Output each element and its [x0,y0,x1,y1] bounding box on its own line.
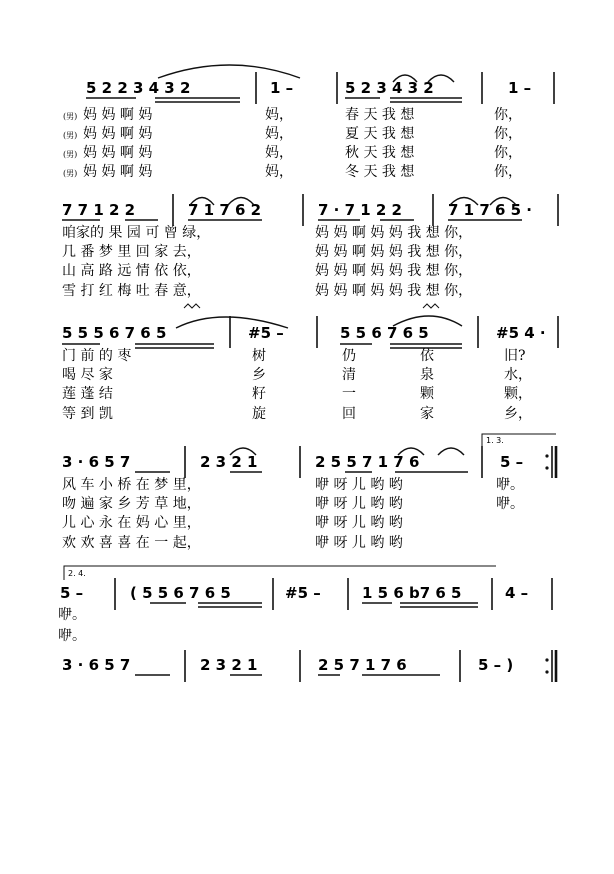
volta-label-2: 2. 4. [68,569,86,578]
repeat-dots-1 [545,454,548,469]
lyric-text: 妈， [265,164,293,180]
lyric-text: 莲 蓬 结 [62,386,113,402]
lyrics-4 [62,476,524,551]
lyric-text: 咿。 [58,628,86,644]
volta-2 [64,566,496,580]
lyric-text: 颗， [504,386,532,402]
lyric-text: 回 [342,406,356,422]
notes-2-4: 7 1 7 6 5 · [448,201,532,219]
lyric-tag: (男) [63,150,78,159]
notes-4-3: 2 5 5 7 1 7 6 [315,453,420,471]
lyrics-1 [63,106,522,180]
lyric-text: 旧? [504,348,526,364]
notes-1-3: 5 2 3 4 3 2 [345,79,434,97]
lyric-text: 清 [342,367,356,383]
lyric-text: 家 [420,406,434,422]
lyric-text: 风 车 小 桥 在 梦 里， [62,477,201,493]
lyric-tag: (男) [63,112,78,121]
lyric-text: 泉 [420,367,434,383]
lyric-text: 门 前 的 枣 [62,348,132,364]
lyric-text: 你， [494,126,522,142]
lyric-text: 喝 尽 家 [62,367,113,383]
notes-6-1: 3 · 6 5 7 [62,656,131,674]
lyric-text: 妈 妈 啊 妈 [83,145,153,161]
notes-3-4: #5 4 · [496,324,546,342]
notes-5-4: 1 5 6 b7 6 5 [362,584,462,602]
volta-label-1: 1. 3. [486,436,504,445]
notes-5-5: 4 – [505,584,529,602]
system-5 [58,566,552,644]
system-1 [63,65,554,180]
lyric-text: 咿。 [58,607,86,623]
lyric-text: 颗 [420,386,434,402]
lyric-text: 妈 妈 啊 妈 [83,107,153,123]
notes-5-2: ( 5 5 6 7 6 5 [130,584,231,602]
lyric-text: 欢 欢 喜 喜 在 一 起， [62,535,201,551]
lyric-text: 乡 [252,367,266,383]
lyric-text: 冬 天 我 想 [345,164,415,180]
lyric-text: 几 番 梦 里 回 家 去， [62,244,201,260]
lyric-tag: (男) [63,169,78,178]
lyric-text: 咿。 [496,496,524,512]
lyric-text: 籽 [252,386,266,402]
system-2 [62,194,558,299]
system-4 [62,434,556,551]
system-6 [62,650,556,682]
lyric-text: 你， [494,145,522,161]
notes-2-1: 7 7 1 2 2 [62,201,136,219]
lyric-text: 依 [420,348,434,364]
lyric-text: 咱家的 果 园 可 曾 绿， [62,225,211,241]
lyrics-5 [58,607,86,644]
notes-2-3: 7 · 7 1 2 2 [318,201,402,219]
lyric-text: 咿 呀 儿 哟 哟 [315,496,403,512]
lyric-text: 春 天 我 想 [345,107,415,123]
lyric-text: 山 高 路 远 情 依 依， [62,263,201,279]
lyric-text: 秋 天 我 想 [345,145,415,161]
notes-5-1: 5 – [60,584,84,602]
notes-5-3: #5 – [285,584,321,602]
lyric-text: 咿。 [496,477,524,493]
lyric-text: 妈 妈 啊 妈 妈 我 想 你， [315,283,473,299]
lyric-text: 你， [494,164,522,180]
lyric-text: 咿 呀 儿 哟 哟 [315,515,403,531]
lyric-text: 妈 妈 啊 妈 妈 我 想 你， [315,225,473,241]
lyric-text: 妈 妈 啊 妈 妈 我 想 你， [315,263,473,279]
lyric-text: 吻 遍 家 乡 芳 草 地， [62,496,201,512]
notes-6-4: 5 – ) [478,656,514,674]
lyric-text: 妈， [265,107,293,123]
lyric-text: 水， [504,367,532,383]
lyric-text: 一 [342,386,356,402]
lyric-text: 等 到 凯 [62,406,113,422]
notes-6-3: 2 5 7 1 7 6 [318,656,407,674]
notes-1-4: 1 – [508,79,532,97]
lyrics-3 [62,347,532,422]
lyrics-2 [62,224,472,299]
notes-4-1: 3 · 6 5 7 [62,453,131,471]
system-3 [62,304,558,422]
notes-3-3: 5 5 6 7 6 5 [340,324,429,342]
repeat-dots-2 [545,658,548,673]
notes-4-2: 2 3 2 1 [200,453,258,471]
lyric-text: 夏 天 我 想 [345,126,415,142]
lyric-tag: (男) [63,131,78,140]
notes-6-2: 2 3 2 1 [200,656,258,674]
notes-4-4: 5 – [500,453,524,471]
lyric-text: 乡， [504,406,532,422]
lyric-text: 妈 妈 啊 妈 [83,164,153,180]
notes-3-1: 5 5 5 6 7 6 5 [62,324,167,342]
lyric-text: 咿 呀 儿 哟 哟 [315,535,403,551]
lyric-text: 妈 妈 啊 妈 妈 我 想 你， [315,244,473,260]
lyric-text: 妈， [265,145,293,161]
notes-1-1: 5 2 2 3 4 3 2 [86,79,191,97]
lyric-text: 你， [494,107,522,123]
lyric-text: 仍 [342,348,356,364]
lyric-text: 雪 打 红 梅 吐 春 意， [62,283,201,299]
lyric-text: 咿 呀 儿 哟 哟 [315,477,403,493]
lyric-text: 旋 [252,406,266,422]
notes-2-2: 7 1 7 6 2 [188,201,262,219]
lyric-text: 妈， [265,126,293,142]
notes-1-2: 1 – [270,79,294,97]
lyric-text: 妈 妈 啊 妈 [83,126,153,142]
lyric-text: 树 [252,348,266,364]
lyric-text: 儿 心 永 在 妈 心 里， [62,515,201,531]
notes-3-2: #5 – [248,324,284,342]
